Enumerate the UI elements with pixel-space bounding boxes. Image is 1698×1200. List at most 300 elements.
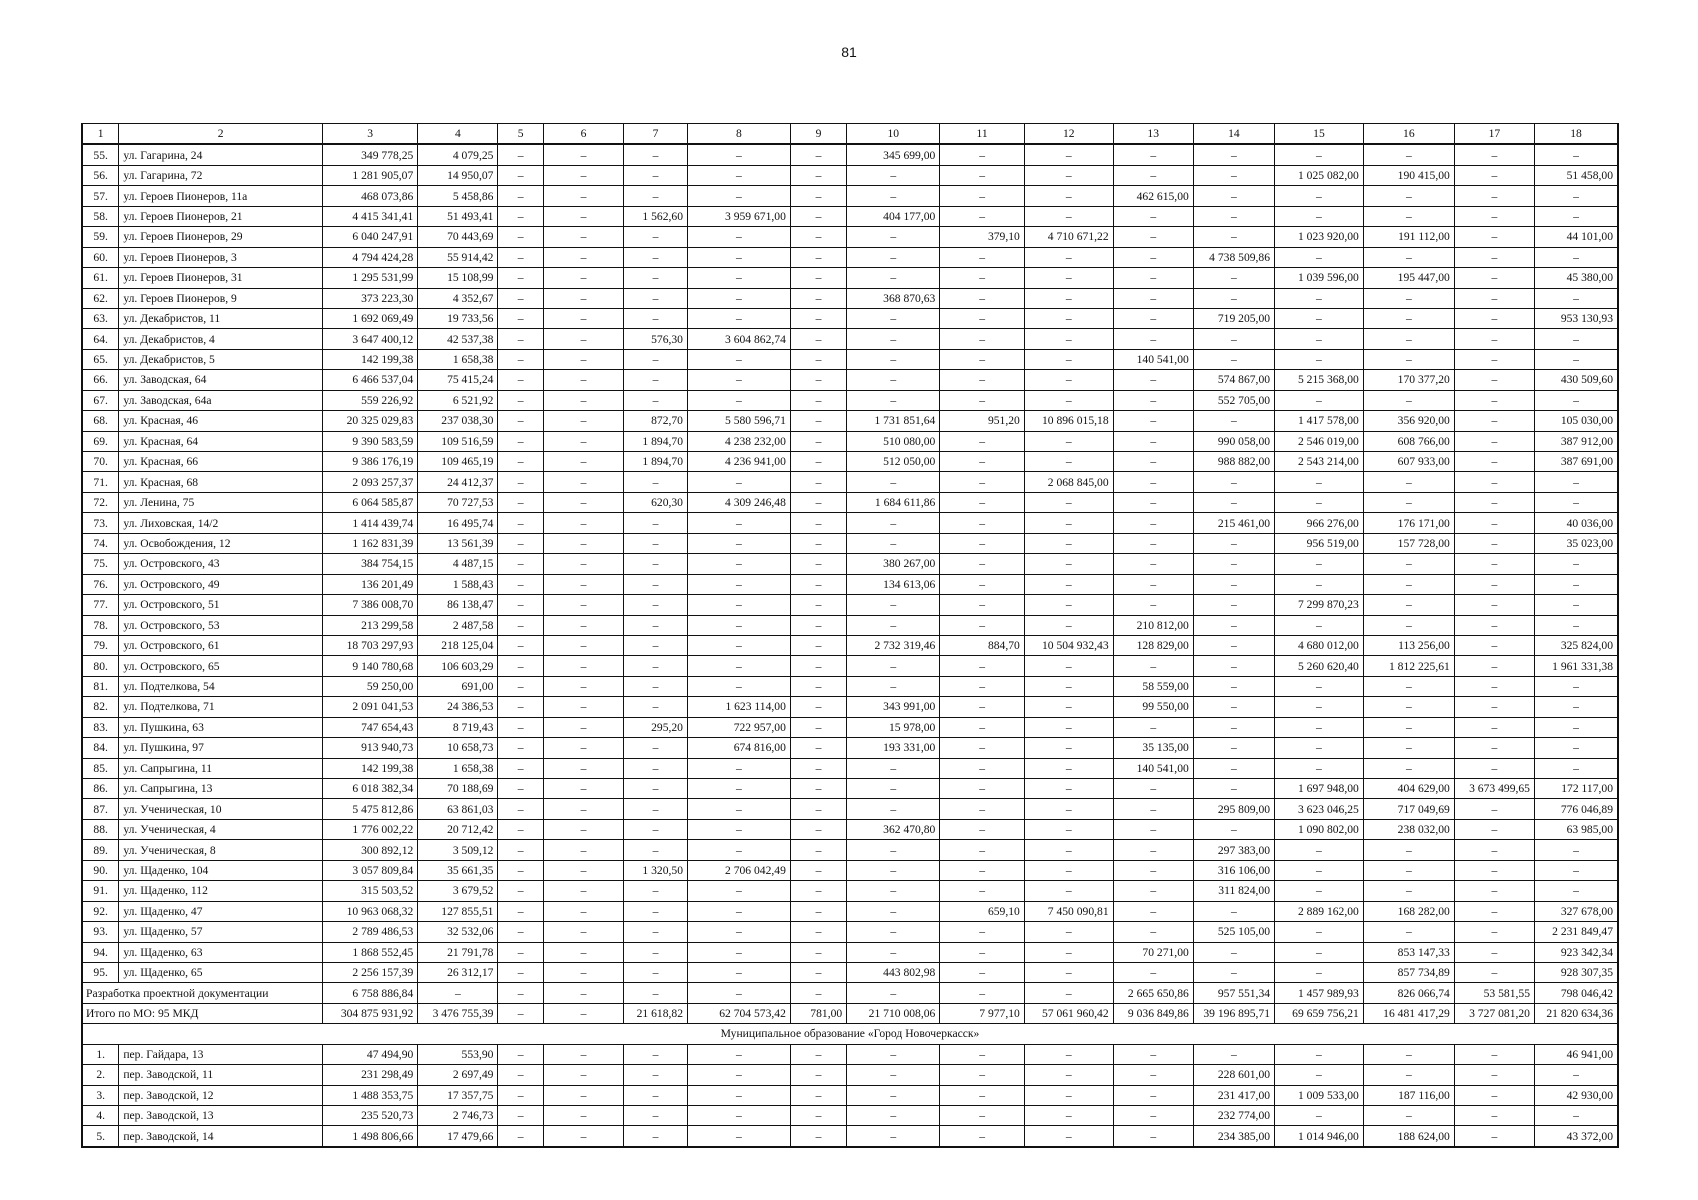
table-row (82, 329, 1618, 349)
value-cell: – (847, 758, 940, 778)
value-cell: – (1024, 717, 1113, 737)
value-cell: – (847, 1126, 940, 1147)
value-cell: – (1534, 288, 1618, 308)
value-cell: 430 509,60 (1534, 370, 1618, 390)
value-cell: 168 282,00 (1363, 901, 1454, 921)
value-cell: – (624, 635, 688, 655)
value-cell: 1 295 531,99 (322, 268, 417, 288)
value-cell: 3 509,12 (418, 840, 498, 860)
value-cell: – (1363, 676, 1454, 696)
value-cell: 15 978,00 (847, 717, 940, 737)
value-cell: – (687, 819, 790, 839)
row-number-cell: 56. (82, 165, 119, 185)
address-cell: ул. Ленина, 75 (119, 492, 323, 512)
value-cell: – (1113, 656, 1193, 676)
table-row (82, 656, 1618, 676)
value-cell: 722 957,00 (687, 717, 790, 737)
value-cell: – (1113, 595, 1193, 615)
value-cell: 747 654,43 (322, 717, 417, 737)
value-cell: – (1454, 1106, 1534, 1126)
value-cell: – (1454, 574, 1534, 594)
value-cell: 1 658,38 (418, 349, 498, 369)
value-cell: 2 543 214,00 (1275, 452, 1364, 472)
value-cell: 232 774,00 (1193, 1106, 1274, 1126)
value-cell: – (1275, 390, 1364, 410)
value-cell: – (1113, 1106, 1193, 1126)
value-cell: 387 912,00 (1534, 431, 1618, 451)
value-cell: – (790, 881, 846, 901)
value-cell: – (498, 411, 543, 431)
value-cell: – (1193, 901, 1274, 921)
value-cell: 109 516,59 (418, 431, 498, 451)
value-cell: 40 036,00 (1534, 513, 1618, 533)
value-cell: – (1275, 717, 1364, 737)
address-cell: ул. Островского, 65 (119, 656, 323, 676)
value-cell: – (543, 349, 623, 369)
value-cell: – (498, 349, 543, 369)
value-cell: – (624, 1085, 688, 1105)
value-cell: 966 276,00 (1275, 513, 1364, 533)
value-cell: – (498, 922, 543, 942)
value-cell: – (1024, 676, 1113, 696)
value-cell: – (624, 901, 688, 921)
value-cell: – (847, 329, 940, 349)
value-cell: 5 475 812,86 (322, 799, 417, 819)
summary-value-cell: 57 061 960,42 (1024, 1003, 1113, 1023)
value-cell: – (790, 758, 846, 778)
summary-value-cell: 39 196 895,71 (1193, 1003, 1274, 1023)
value-cell: – (624, 288, 688, 308)
value-cell: – (1193, 738, 1274, 758)
value-cell: – (1534, 717, 1618, 737)
value-cell: – (498, 779, 543, 799)
value-cell: 2 732 319,46 (847, 635, 940, 655)
value-cell: – (687, 554, 790, 574)
value-cell: 70 271,00 (1113, 942, 1193, 962)
address-cell: пер. Заводской, 11 (119, 1065, 323, 1085)
value-cell: – (687, 901, 790, 921)
summary-label-cell: Итого по МО: 95 МКД (82, 1003, 322, 1023)
row-number-cell: 68. (82, 411, 119, 431)
table-row (82, 1085, 1618, 1105)
summary-value-cell: – (847, 983, 940, 1003)
value-cell: 63 985,00 (1534, 819, 1618, 839)
value-cell: – (687, 758, 790, 778)
value-cell: – (624, 819, 688, 839)
value-cell: – (1534, 144, 1618, 165)
table-row (82, 922, 1618, 942)
address-cell: ул. Щаденко, 104 (119, 860, 323, 880)
value-cell: 70 188,69 (418, 779, 498, 799)
value-cell: 2 546 019,00 (1275, 431, 1364, 451)
value-cell: – (847, 533, 940, 553)
value-cell: – (1275, 881, 1364, 901)
value-cell: – (1113, 227, 1193, 247)
value-cell: – (498, 717, 543, 737)
value-cell: – (687, 922, 790, 942)
summary-value-cell: 1 457 989,93 (1275, 983, 1364, 1003)
value-cell: – (624, 186, 688, 206)
value-cell: – (1454, 881, 1534, 901)
capital-repair-table (81, 123, 1619, 1148)
value-cell: – (1024, 922, 1113, 942)
row-number-cell: 86. (82, 779, 119, 799)
address-cell: пер. Гайдара, 13 (119, 1044, 323, 1064)
value-cell: – (1454, 942, 1534, 962)
value-cell: 17 357,75 (418, 1085, 498, 1105)
column-number-header: 17 (1454, 124, 1534, 145)
table-row (82, 554, 1618, 574)
value-cell: 1 868 552,45 (322, 942, 417, 962)
summary-row (82, 983, 1618, 1003)
value-cell: – (624, 942, 688, 962)
value-cell: – (1275, 329, 1364, 349)
value-cell: 17 479,66 (418, 1126, 498, 1147)
value-cell: – (1193, 758, 1274, 778)
value-cell: 10 658,73 (418, 738, 498, 758)
value-cell: – (940, 922, 1024, 942)
summary-value-cell: 21 618,82 (624, 1003, 688, 1023)
row-number-cell: 2. (82, 1065, 119, 1085)
value-cell: – (1454, 390, 1534, 410)
value-cell: 3 679,52 (418, 881, 498, 901)
value-cell: – (543, 1065, 623, 1085)
value-cell: 2 889 162,00 (1275, 901, 1364, 921)
value-cell: – (498, 1126, 543, 1147)
summary-value-cell: – (687, 983, 790, 1003)
value-cell: – (1024, 840, 1113, 860)
value-cell: – (624, 513, 688, 533)
value-cell: 20 712,42 (418, 819, 498, 839)
value-cell: – (790, 247, 846, 267)
value-cell: – (1024, 165, 1113, 185)
value-cell: – (1534, 758, 1618, 778)
row-number-cell: 78. (82, 615, 119, 635)
value-cell: – (790, 1126, 846, 1147)
value-cell: – (624, 962, 688, 982)
value-cell: – (687, 1085, 790, 1105)
value-cell: – (847, 1044, 940, 1064)
value-cell: – (543, 840, 623, 860)
value-cell: – (1024, 329, 1113, 349)
value-cell: 16 495,74 (418, 513, 498, 533)
value-cell: 7 386 008,70 (322, 595, 417, 615)
value-cell: 4 309 246,48 (687, 492, 790, 512)
value-cell: – (687, 635, 790, 655)
value-cell: 193 331,00 (847, 738, 940, 758)
value-cell: – (498, 738, 543, 758)
value-cell: – (790, 595, 846, 615)
value-cell: 315 503,52 (322, 881, 417, 901)
value-cell: – (1454, 554, 1534, 574)
value-cell: – (1534, 615, 1618, 635)
table-row (82, 717, 1618, 737)
value-cell: – (790, 676, 846, 696)
address-cell: ул. Щаденко, 57 (119, 922, 323, 942)
value-cell: – (1363, 881, 1454, 901)
value-cell: 75 415,24 (418, 370, 498, 390)
value-cell: – (1363, 860, 1454, 880)
value-cell: 857 734,89 (1363, 962, 1454, 982)
value-cell: 923 342,34 (1534, 942, 1618, 962)
value-cell: 176 171,00 (1363, 513, 1454, 533)
address-cell: ул. Щаденко, 63 (119, 942, 323, 962)
table-row (82, 349, 1618, 369)
summary-label-cell: Разработка проектной документации (82, 983, 322, 1003)
value-cell: – (687, 1106, 790, 1126)
table-row (82, 472, 1618, 492)
value-cell: – (847, 390, 940, 410)
table-header (82, 124, 1618, 145)
value-cell: – (1454, 370, 1534, 390)
address-cell: ул. Щаденко, 47 (119, 901, 323, 921)
value-cell: 3 623 046,25 (1275, 799, 1364, 819)
value-cell: – (847, 308, 940, 328)
value-cell: 368 870,63 (847, 288, 940, 308)
value-cell: – (1113, 492, 1193, 512)
value-cell: – (790, 1065, 846, 1085)
value-cell: 99 550,00 (1113, 697, 1193, 717)
summary-value-cell: 798 046,42 (1534, 983, 1618, 1003)
value-cell: 928 307,35 (1534, 962, 1618, 982)
value-cell: – (940, 186, 1024, 206)
value-cell: – (543, 779, 623, 799)
value-cell: – (624, 349, 688, 369)
value-cell: – (1193, 329, 1274, 349)
value-cell: – (1113, 472, 1193, 492)
value-cell: – (1024, 881, 1113, 901)
table-row (82, 390, 1618, 410)
value-cell: – (847, 1065, 940, 1085)
value-cell: – (940, 758, 1024, 778)
address-cell: ул. Гагарина, 72 (119, 165, 323, 185)
value-cell: 109 465,19 (418, 452, 498, 472)
value-cell: 4 794 424,28 (322, 247, 417, 267)
value-cell: – (1024, 799, 1113, 819)
value-cell: 404 177,00 (847, 206, 940, 226)
value-cell: – (790, 635, 846, 655)
value-cell: 608 766,00 (1363, 431, 1454, 451)
value-cell: – (1193, 554, 1274, 574)
value-cell: – (940, 717, 1024, 737)
value-cell: – (543, 901, 623, 921)
value-cell: – (1454, 533, 1534, 553)
value-cell: – (790, 308, 846, 328)
summary-value-cell: 16 481 417,29 (1363, 1003, 1454, 1023)
value-cell: 620,30 (624, 492, 688, 512)
value-cell: 70 727,53 (418, 492, 498, 512)
value-cell: – (1363, 390, 1454, 410)
value-cell: – (624, 881, 688, 901)
value-cell: – (1363, 738, 1454, 758)
value-cell: 462 615,00 (1113, 186, 1193, 206)
value-cell: 59 250,00 (322, 676, 417, 696)
value-cell: 35 023,00 (1534, 533, 1618, 553)
value-cell: – (1534, 329, 1618, 349)
value-cell: – (940, 390, 1024, 410)
value-cell: – (498, 513, 543, 533)
value-cell: – (498, 962, 543, 982)
value-cell: – (940, 452, 1024, 472)
value-cell: 510 080,00 (847, 431, 940, 451)
value-cell: – (1534, 697, 1618, 717)
value-cell: – (1454, 472, 1534, 492)
value-cell: – (790, 227, 846, 247)
column-number-header: 9 (790, 124, 846, 145)
row-number-cell: 83. (82, 717, 119, 737)
value-cell: – (790, 656, 846, 676)
table-row (82, 1126, 1618, 1147)
table-row (82, 411, 1618, 431)
value-cell: – (1024, 349, 1113, 369)
value-cell: 51 458,00 (1534, 165, 1618, 185)
value-cell: – (1363, 840, 1454, 860)
table-row (82, 247, 1618, 267)
value-cell: – (1275, 738, 1364, 758)
address-cell: ул. Заводская, 64 (119, 370, 323, 390)
value-cell: 1 090 802,00 (1275, 819, 1364, 839)
value-cell: 190 415,00 (1363, 165, 1454, 185)
value-cell: 231 417,00 (1193, 1085, 1274, 1105)
row-number-cell: 82. (82, 697, 119, 717)
value-cell: – (498, 758, 543, 778)
value-cell: 2 746,73 (418, 1106, 498, 1126)
row-number-cell: 55. (82, 144, 119, 165)
value-cell: 32 532,06 (418, 922, 498, 942)
value-cell: – (543, 697, 623, 717)
table-row (82, 595, 1618, 615)
column-number-header: 2 (119, 124, 323, 145)
value-cell: – (847, 349, 940, 369)
value-cell: – (790, 779, 846, 799)
value-cell: 1 776 002,22 (322, 819, 417, 839)
row-number-cell: 94. (82, 942, 119, 962)
value-cell: – (790, 615, 846, 635)
table-row (82, 942, 1618, 962)
value-cell: – (1193, 144, 1274, 165)
value-cell: 776 046,89 (1534, 799, 1618, 819)
value-cell: – (498, 676, 543, 696)
value-cell: 1 658,38 (418, 758, 498, 778)
address-cell: ул. Пушкина, 63 (119, 717, 323, 737)
row-number-cell: 88. (82, 819, 119, 839)
value-cell: – (940, 881, 1024, 901)
value-cell: – (1454, 165, 1534, 185)
value-cell: 42 930,00 (1534, 1085, 1618, 1105)
value-cell: 2 068 845,00 (1024, 472, 1113, 492)
value-cell: – (1193, 615, 1274, 635)
value-cell: – (790, 860, 846, 880)
value-cell: – (940, 533, 1024, 553)
value-cell: – (847, 656, 940, 676)
value-cell: 345 699,00 (847, 144, 940, 165)
value-cell: – (1113, 840, 1193, 860)
value-cell: – (1113, 390, 1193, 410)
value-cell: – (1454, 452, 1534, 472)
value-cell: – (1113, 881, 1193, 901)
value-cell: 1 023 920,00 (1275, 227, 1364, 247)
value-cell: 1 684 611,86 (847, 492, 940, 512)
value-cell: – (543, 308, 623, 328)
value-cell: 990 058,00 (1193, 431, 1274, 451)
address-cell: ул. Островского, 53 (119, 615, 323, 635)
value-cell: – (624, 922, 688, 942)
value-cell: – (1275, 349, 1364, 369)
value-cell: 356 920,00 (1363, 411, 1454, 431)
value-cell: – (1454, 922, 1534, 942)
row-number-cell: 79. (82, 635, 119, 655)
value-cell: – (940, 165, 1024, 185)
address-cell: ул. Красная, 68 (119, 472, 323, 492)
table-row (82, 165, 1618, 185)
column-number-header: 1 (82, 124, 119, 145)
value-cell: 913 940,73 (322, 738, 417, 758)
value-cell: – (1534, 390, 1618, 410)
value-cell: – (940, 431, 1024, 451)
value-cell: – (1363, 349, 1454, 369)
value-cell: – (1113, 574, 1193, 594)
value-cell: – (790, 513, 846, 533)
value-cell: 4 710 671,22 (1024, 227, 1113, 247)
table-row (82, 799, 1618, 819)
value-cell: – (543, 635, 623, 655)
value-cell: – (498, 268, 543, 288)
table-row (82, 513, 1618, 533)
value-cell: – (543, 942, 623, 962)
value-cell: – (687, 288, 790, 308)
value-cell: – (1363, 615, 1454, 635)
table-row (82, 533, 1618, 553)
column-number-header: 16 (1363, 124, 1454, 145)
value-cell: – (1024, 697, 1113, 717)
value-cell: – (940, 860, 1024, 880)
value-cell: 1 488 353,75 (322, 1085, 417, 1105)
value-cell: – (1193, 472, 1274, 492)
value-cell: – (1363, 1106, 1454, 1126)
value-cell: 6 040 247,91 (322, 227, 417, 247)
value-cell: – (1113, 1044, 1193, 1064)
value-cell: – (498, 308, 543, 328)
value-cell: – (687, 390, 790, 410)
address-cell: ул. Гагарина, 24 (119, 144, 323, 165)
row-number-cell: 76. (82, 574, 119, 594)
value-cell: – (624, 227, 688, 247)
row-number-cell: 84. (82, 738, 119, 758)
row-number-cell: 80. (82, 656, 119, 676)
value-cell: – (624, 554, 688, 574)
value-cell: – (1193, 656, 1274, 676)
value-cell: 1 281 905,07 (322, 165, 417, 185)
value-cell: – (1363, 247, 1454, 267)
value-cell: – (687, 472, 790, 492)
value-cell: – (543, 492, 623, 512)
value-cell: – (498, 452, 543, 472)
value-cell: – (543, 390, 623, 410)
value-cell: – (1454, 860, 1534, 880)
summary-value-cell: 69 659 756,21 (1275, 1003, 1364, 1023)
value-cell: – (1454, 1065, 1534, 1085)
value-cell: – (1113, 901, 1193, 921)
value-cell: – (624, 1126, 688, 1147)
value-cell: – (940, 206, 1024, 226)
address-cell: ул. Ученическая, 8 (119, 840, 323, 860)
value-cell: – (1193, 595, 1274, 615)
value-cell: – (1454, 717, 1534, 737)
value-cell: – (543, 717, 623, 737)
summary-value-cell: 21 710 008,06 (847, 1003, 940, 1023)
value-cell: – (1275, 942, 1364, 962)
value-cell: – (790, 452, 846, 472)
